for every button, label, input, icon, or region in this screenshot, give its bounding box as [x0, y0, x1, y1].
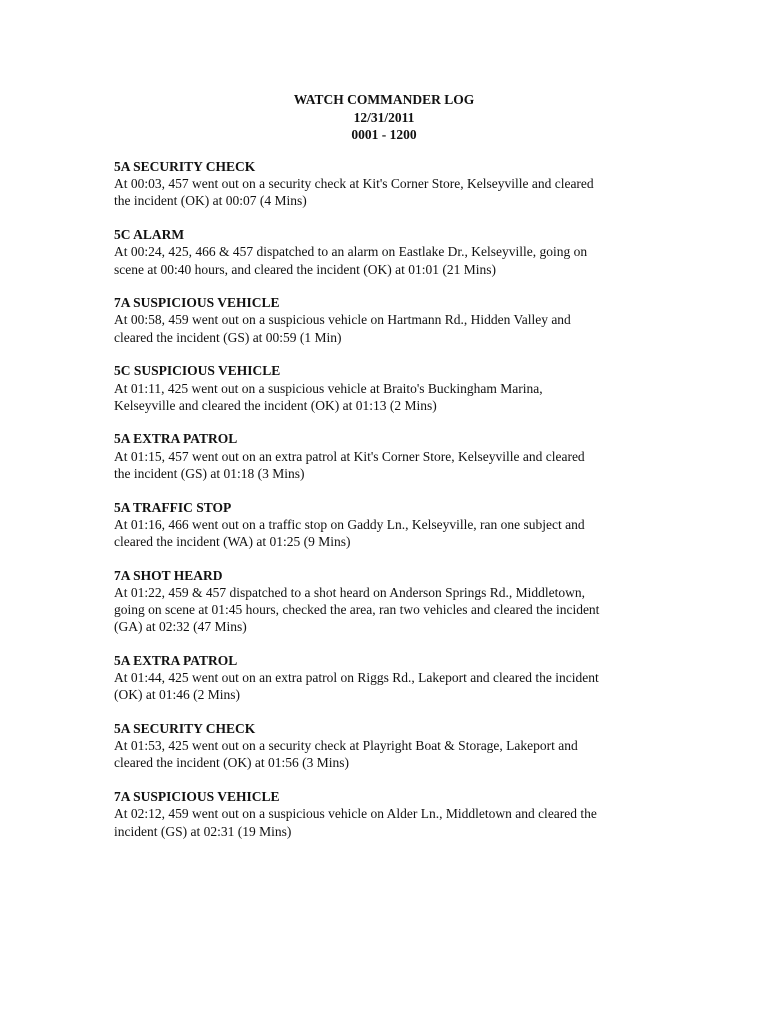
log-entry: [114, 652, 674, 704]
entry-body-line: At 01:44, 425 went out on an extra patrol on Riggs Rd., Lakeport and cleared the incident: [114, 670, 599, 686]
entry-body-line: the incident (OK) at 00:07 (4 Mins): [114, 193, 307, 209]
log-date: 12/31/2011: [353, 109, 415, 125]
entry-title: 7A SUSPICIOUS VEHICLE: [114, 295, 280, 311]
entry-title: 5A SECURITY CHECK: [114, 721, 256, 737]
log-entry: [114, 294, 674, 346]
log-entry: [114, 226, 674, 278]
entry-title: 5A TRAFFIC STOP: [114, 499, 232, 515]
entry-title: 5A EXTRA PATROL: [114, 652, 238, 668]
entry-body-line: At 00:58, 459 went out on a suspicious vehicle on Hartmann Rd., Hidden Valley and: [114, 312, 571, 328]
entry-title: 5A EXTRA PATROL: [114, 431, 238, 447]
log-entry: [114, 158, 674, 210]
log-entry: [114, 567, 674, 636]
entry-body: [114, 175, 674, 209]
entry-body-line: At 01:22, 459 & 457 dispatched to a shot heard on Anderson Springs Rd., Middletown,: [114, 584, 585, 600]
entry-body-line: (OK) at 01:46 (2 Mins): [114, 687, 240, 703]
entry-body-line: cleared the incident (OK) at 01:56 (3 Mins): [114, 755, 350, 771]
log-entry: [114, 499, 674, 551]
entry-body-line: At 01:15, 457 went out on an extra patrol at Kit's Corner Store, Kelseyville and cleared: [114, 448, 585, 464]
entry-body-line: At 02:12, 459 went out on a suspicious vehicle on Alder Ln., Middletown and cleared the: [114, 806, 597, 822]
entry-body: [114, 311, 674, 345]
log-entry: [114, 430, 674, 482]
entry-body: [114, 805, 674, 839]
entry-body-line: At 01:11, 425 went out on a suspicious vehicle at Braito's Buckingham Marina,: [114, 380, 543, 396]
entry-title: 7A SHOT HEARD: [114, 567, 223, 583]
entry-body: [114, 243, 674, 277]
entry-body: [114, 584, 674, 636]
entry-body-line: cleared the incident (GS) at 00:59 (1 Min): [114, 329, 342, 345]
entry-body-line: (GA) at 02:32 (47 Mins): [114, 619, 247, 635]
entry-body: [114, 516, 674, 550]
log-entry: [114, 362, 674, 414]
entry-body-line: scene at 00:40 hours, and cleared the incident (OK) at 01:01 (21 Mins): [114, 261, 497, 277]
log-period: 0001 - 1200: [351, 127, 417, 142]
entry-body: [114, 448, 674, 482]
entry-title: 5C SUSPICIOUS VEHICLE: [114, 363, 281, 379]
log-entries: [114, 158, 674, 856]
entry-body-line: At 00:03, 457 went out on a security check at Kit's Corner Store, Kelseyville and cleared: [114, 176, 594, 192]
entry-body-line: the incident (GS) at 01:18 (3 Mins): [114, 465, 305, 481]
entry-body-line: incident (GS) at 02:31 (19 Mins): [114, 823, 292, 839]
entry-body-line: At 00:24, 425, 466 & 457 dispatched to an alarm on Eastlake Dr., Kelseyville, going on: [114, 244, 588, 260]
entry-title: 7A SUSPICIOUS VEHICLE: [114, 789, 280, 805]
entry-body: [114, 380, 674, 414]
log-entry: [114, 720, 674, 772]
entry-title: 5A SECURITY CHECK: [114, 159, 256, 174]
entry-body: [114, 737, 674, 771]
entry-title: 5C ALARM: [114, 227, 185, 243]
entry-body-line: Kelseyville and cleared the incident (OK) at 01:13 (2 Mins): [114, 397, 437, 413]
entry-body-line: going on scene at 01:45 hours, checked the area, ran two vehicles and cleared the incident: [114, 602, 600, 618]
entry-body: [114, 669, 674, 703]
entry-body-line: At 01:53, 425 went out on a security check at Playright Boat & Storage, Lakeport and: [114, 738, 578, 754]
entry-body-line: At 01:16, 466 went out on a traffic stop on Gaddy Ln., Kelseyville, ran one subject and: [114, 516, 585, 532]
log-header: [0, 91, 768, 144]
log-entry: [114, 788, 674, 840]
entry-body-line: cleared the incident (WA) at 01:25 (9 Mins): [114, 533, 351, 549]
log-title: WATCH COMMANDER LOG: [293, 92, 475, 107]
